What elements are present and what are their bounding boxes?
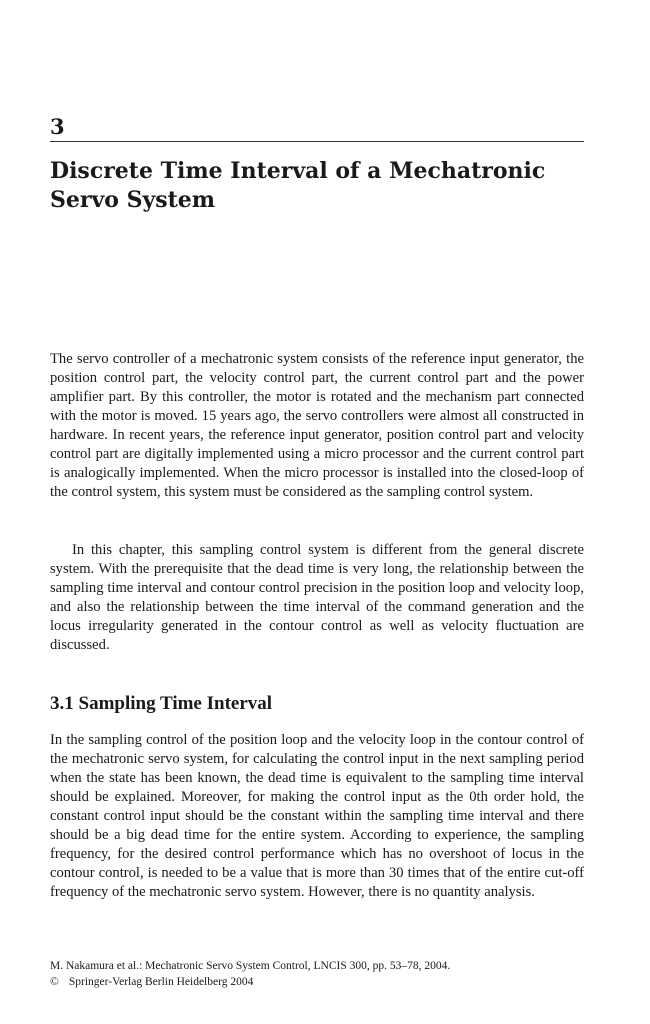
copyright-icon: © [50, 976, 59, 988]
intro-paragraph-1: The servo controller of a mechatronic system consists of the reference input generator, the position control part, the velocity control part, the current control part and the power amplifier part. By this controller, the motor is rotated and the mechanism part connected with the motor is moved. 15 years ago, the servo controllers were almost all constructed in hardware. In recent years, the reference input generator, position control part and velocity control part are digitally implemented using a micro processor and the current control part is analogically implemented. When the micro processor is installed into the closed-loop of the control system, this system must be considered as the sampling control system. [50, 351, 584, 500]
footer-copyright: Springer-Verlag Berlin Heidelberg 2004 [68, 976, 254, 988]
section-paragraph-1: In the sampling control of the position loop and the velocity loop in the contour control of the mechatronic servo system, for calculating the control input in the next sampling period when the state has been known, the dead time is equivalent to the sampling time interval should be explained. Moreover, for making the control input as the 0th order hold, the constant control input should be the constant within the sampling time interval and there should be a big dead time for the entire system. According to experience, the sampling frequency, for the desired control performance which has no overshoot of locus in the contour control, is needed to be a value that is more than 30 times that of the entire cut-off frequency of the mechatronic servo system. However, there is no quantity analysis. [50, 732, 584, 900]
chapter-title: Discrete Time Interval of a Mechatronic Servo System [50, 158, 546, 213]
intro-paragraph-2: In this chapter, this sampling control system is different from the general discrete system. With the prerequisite that the dead time is very long, the relationship between the sampling time interval and contour control precision in the position loop and velocity loop, and also the relationship between the time interval of the command generation and the locus irregularity generated in the contour control as well as velocity fluctuation are discussed. [50, 542, 584, 653]
section-heading: 3.1 Sampling Time Interval [50, 693, 273, 714]
chapter-number: 3 [50, 114, 65, 139]
chapter-divider-rule [50, 141, 584, 142]
footer-copyright-line [50, 974, 610, 990]
footer-citation: M. Nakamura et al.: Mechatronic Servo System Control, LNCIS 300, pp. 53–78, 2004. [50, 960, 451, 972]
